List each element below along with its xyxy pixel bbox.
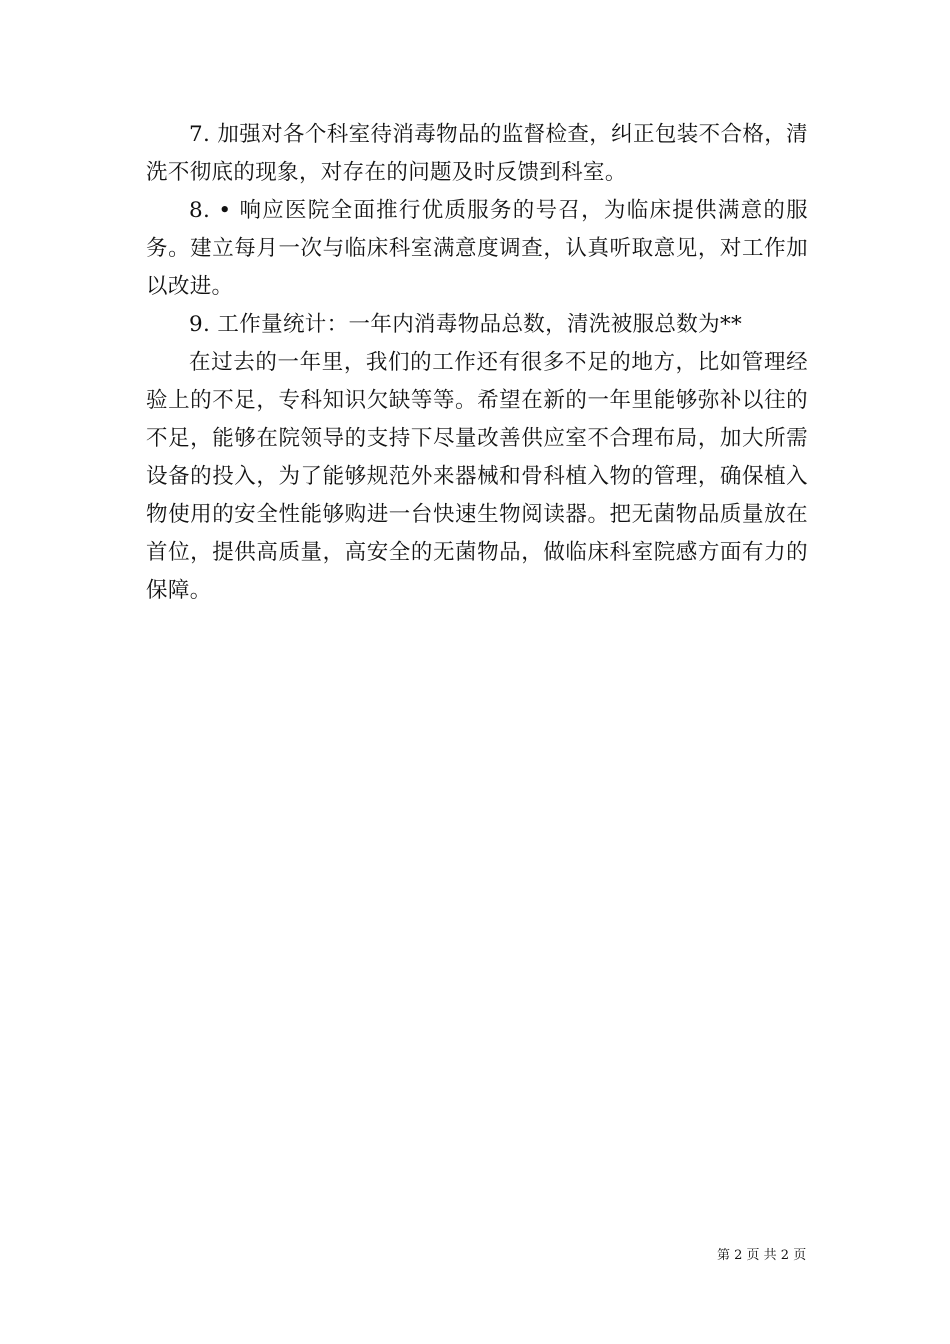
paragraph-summary: 在过去的一年里，我们的工作还有很多不足的地方，比如管理经验上的不足，专科知识欠缺等等。希望在新的一年里能够弥补以往的不足，能够在院领导的支持下尽量改善供应室不合理布局，加大所需设备的投入，为了能够规范外来器械和骨科植入物的管理，确保植入物使用的安全性能够购进一台快速生物阅读器。把无菌物品质量放在首位，提供高质量，高安全的无菌物品，做临床科室院感方面有力的保障。 xyxy=(146,350,808,603)
document-body xyxy=(146,116,808,610)
paragraph-item-9: 9. 工作量统计：一年内消毒物品总数，清洗被服总数为** xyxy=(189,312,743,337)
paragraph-item-8: 8. • 响应医院全面推行优质服务的号召，为临床提供满意的服务。建立每月一次与临床科室满意度调查，认真听取意见，对工作加以改进。 xyxy=(146,198,808,299)
paragraph-item-7: 7. 加强对各个科室待消毒物品的监督检查，纠正包装不合格，清洗不彻底的现象，对存在的问题及时反馈到科室。 xyxy=(146,122,808,185)
page-number-footer: 第 2 页 共 2 页 xyxy=(717,1248,807,1263)
